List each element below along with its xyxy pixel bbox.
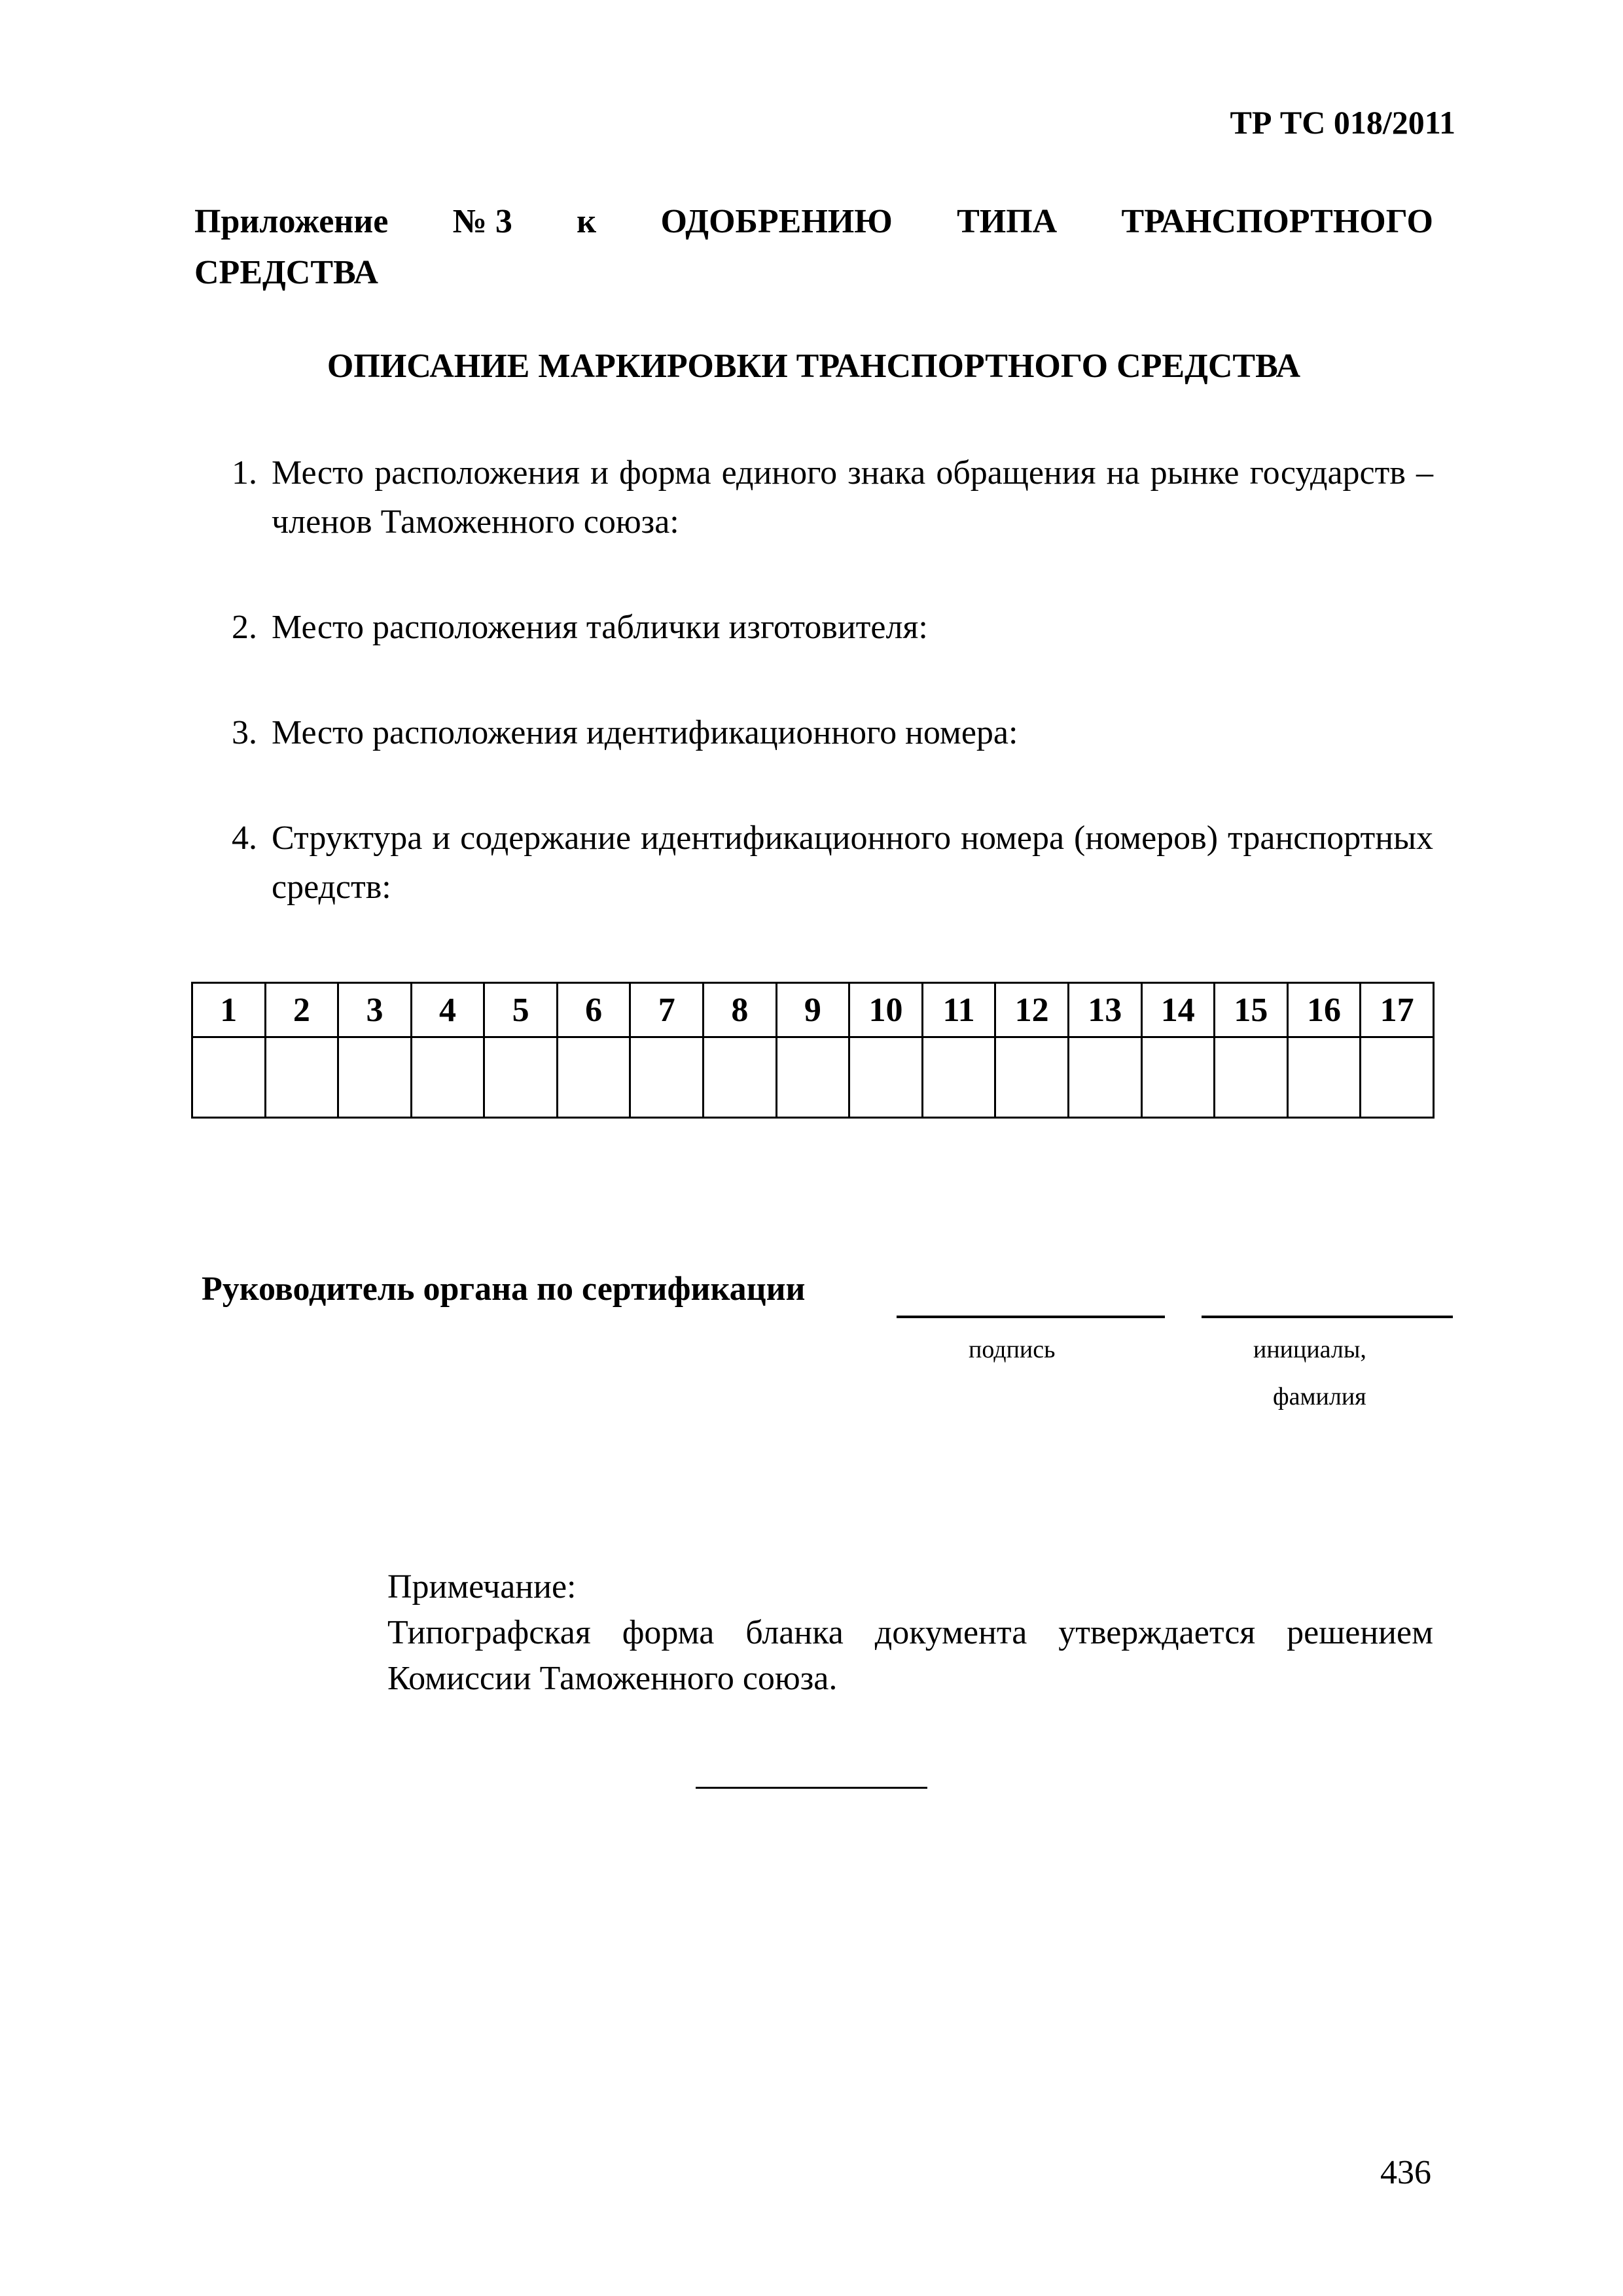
surname-caption: фамилия bbox=[1273, 1383, 1366, 1410]
vin-position-header: 1 bbox=[192, 983, 266, 1037]
vin-position-header: 5 bbox=[484, 983, 558, 1037]
footer-divider bbox=[696, 1787, 927, 1789]
appendix-word: Приложение bbox=[194, 203, 389, 240]
vin-value-cell[interactable] bbox=[630, 1037, 704, 1118]
vin-position-header: 10 bbox=[849, 983, 923, 1037]
vin-value-cell[interactable] bbox=[922, 1037, 995, 1118]
appendix-heading-line2: СРЕДСТВА bbox=[194, 254, 378, 291]
list-item bbox=[194, 814, 1433, 912]
list-item bbox=[194, 448, 1433, 547]
vin-position-header: 8 bbox=[704, 983, 777, 1037]
vin-value-cell[interactable] bbox=[192, 1037, 266, 1118]
page-number: 436 bbox=[1380, 2154, 1431, 2191]
note-text: Типографская форма бланка документа утверждается решением Комиссии Таможенного союза. bbox=[387, 1614, 1433, 1697]
vin-position-header: 12 bbox=[995, 983, 1069, 1037]
vin-value-cell[interactable] bbox=[995, 1037, 1069, 1118]
list-item-text: Место расположения идентификационного номера: bbox=[272, 714, 1018, 751]
appendix-heading-line1 bbox=[194, 196, 1433, 247]
vin-value-cell[interactable] bbox=[1215, 1037, 1288, 1118]
vin-position-header: 4 bbox=[411, 983, 484, 1037]
signature-field[interactable] bbox=[897, 1316, 1165, 1318]
appendix-word: ТРАНСПОРТНОГО bbox=[1121, 203, 1433, 240]
vin-value-row bbox=[192, 1037, 1434, 1118]
signature-caption: подпись bbox=[969, 1336, 1056, 1363]
list-item-number: 4. bbox=[232, 819, 257, 857]
vin-position-header: 16 bbox=[1287, 983, 1361, 1037]
appendix-word: № 3 bbox=[452, 203, 512, 240]
note-label: Примечание: bbox=[387, 1568, 577, 1605]
initials-caption: инициалы, bbox=[1253, 1336, 1366, 1363]
vin-position-header: 14 bbox=[1141, 983, 1215, 1037]
initials-surname-field[interactable] bbox=[1202, 1316, 1453, 1318]
page-title: ОПИСАНИЕ МАРКИРОВКИ ТРАНСПОРТНОГО СРЕДСТВА bbox=[327, 348, 1301, 385]
vin-position-header: 9 bbox=[776, 983, 849, 1037]
vin-header-row bbox=[192, 983, 1434, 1037]
vin-position-header: 3 bbox=[338, 983, 412, 1037]
list-item bbox=[194, 708, 1433, 757]
appendix-word: к bbox=[577, 203, 597, 240]
list-item-number: 1. bbox=[232, 454, 257, 492]
list-item-text: Место расположения таблички изготовителя: bbox=[272, 609, 928, 646]
list-item-number: 3. bbox=[232, 714, 257, 751]
document-code: ТР ТС 018/2011 bbox=[1230, 104, 1455, 141]
list-item-text: Структура и содержание идентификационного номера (номеров) транспортных средств: bbox=[272, 819, 1433, 906]
vin-position-header: 15 bbox=[1215, 983, 1288, 1037]
signature-label: Руководитель органа по сертификации bbox=[202, 1270, 806, 1308]
list-item-number: 2. bbox=[232, 609, 257, 646]
vin-value-cell[interactable] bbox=[411, 1037, 484, 1118]
appendix-word: ОДОБРЕНИЮ bbox=[660, 203, 893, 240]
vin-value-cell[interactable] bbox=[265, 1037, 338, 1118]
vin-position-header: 7 bbox=[630, 983, 704, 1037]
vin-value-cell[interactable] bbox=[1068, 1037, 1141, 1118]
vin-value-cell[interactable] bbox=[1361, 1037, 1434, 1118]
list-item bbox=[194, 603, 1433, 652]
note-block bbox=[387, 1564, 1433, 1702]
vin-value-cell[interactable] bbox=[1141, 1037, 1215, 1118]
vin-position-header: 6 bbox=[557, 983, 630, 1037]
vin-value-cell[interactable] bbox=[557, 1037, 630, 1118]
vin-structure-table bbox=[191, 982, 1435, 1119]
vin-value-cell[interactable] bbox=[1287, 1037, 1361, 1118]
vin-position-header: 13 bbox=[1068, 983, 1141, 1037]
vin-position-header: 2 bbox=[265, 983, 338, 1037]
appendix-heading bbox=[194, 196, 1433, 298]
numbered-list bbox=[194, 448, 1433, 968]
list-item-text: Место расположения и форма единого знака обращения на рынке государств – членов Таможенного союза: bbox=[272, 454, 1433, 541]
vin-position-header: 11 bbox=[922, 983, 995, 1037]
vin-value-cell[interactable] bbox=[849, 1037, 923, 1118]
vin-value-cell[interactable] bbox=[484, 1037, 558, 1118]
appendix-word: ТИПА bbox=[957, 203, 1058, 240]
vin-value-cell[interactable] bbox=[338, 1037, 412, 1118]
vin-value-cell[interactable] bbox=[704, 1037, 777, 1118]
vin-value-cell[interactable] bbox=[776, 1037, 849, 1118]
vin-position-header: 17 bbox=[1361, 983, 1434, 1037]
